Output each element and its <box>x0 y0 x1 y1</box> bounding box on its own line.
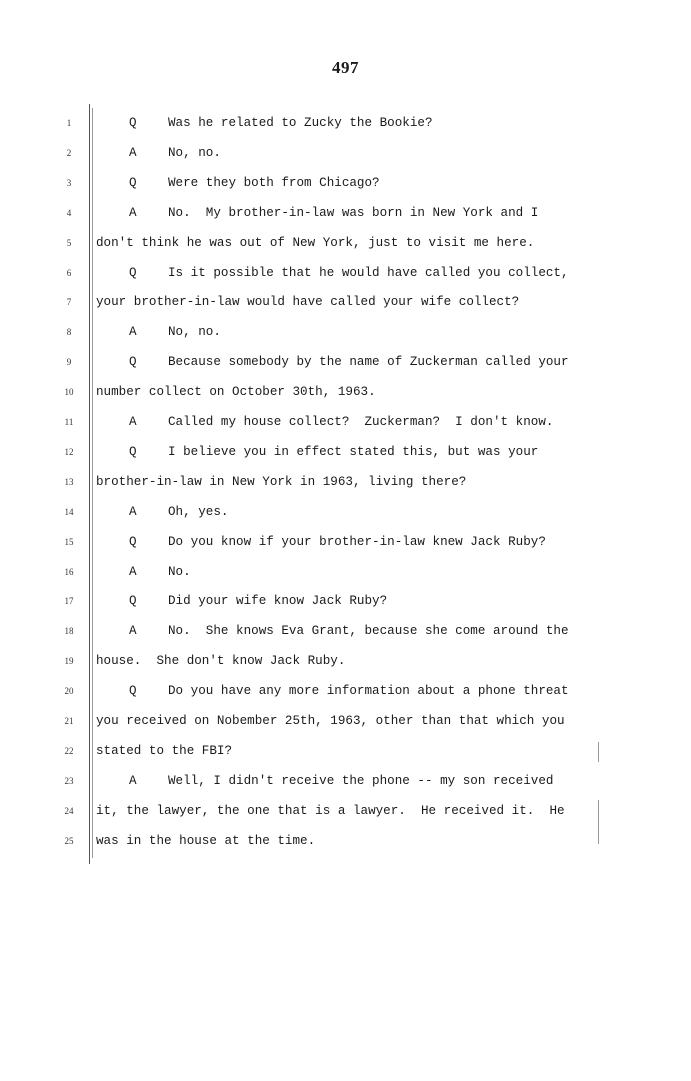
transcript-line <box>0 532 691 552</box>
line-text: number collect on October 30th, 1963. <box>96 385 376 400</box>
line-number: 8 <box>66 327 72 338</box>
line-text: brother-in-law in New York in 1963, living there? <box>96 474 467 489</box>
line-number: 10 <box>64 387 74 398</box>
line-text: No. My brother-in-law was born in New York and I <box>168 205 539 220</box>
line-number: 20 <box>64 686 74 697</box>
line-text: I believe you in effect stated this, but was your <box>168 444 539 459</box>
transcript-line <box>0 382 691 402</box>
speaker-label: A <box>129 504 137 519</box>
transcript-line <box>0 442 691 462</box>
line-text: Well, I didn't receive the phone -- my son received <box>168 773 554 788</box>
page-number: 497 <box>332 58 359 77</box>
line-text: No. She knows Eva Grant, because she come around the <box>168 624 569 639</box>
line-number: 21 <box>64 716 74 726</box>
speaker-label: Q <box>129 444 137 459</box>
transcript-line <box>0 591 691 611</box>
line-number: 6 <box>66 267 72 278</box>
line-text: Did your wife know Jack Ruby? <box>168 594 388 609</box>
line-text: Because somebody by the name of Zuckerman called your <box>168 355 569 370</box>
line-number: 2 <box>66 147 72 158</box>
transcript-line <box>0 741 691 761</box>
speaker-label: A <box>129 564 137 579</box>
line-number: 16 <box>64 566 74 577</box>
line-text: No. <box>168 564 191 579</box>
speaker-label: A <box>129 145 137 160</box>
transcript-line <box>0 502 691 522</box>
speaker-label: Q <box>129 175 137 190</box>
line-text: house. She don't know Jack Ruby. <box>96 654 346 669</box>
speaker-label: A <box>129 325 137 340</box>
line-text: Is it possible that he would have called you collect, <box>168 265 569 280</box>
transcript-line <box>0 322 691 342</box>
speaker-label: A <box>129 624 137 639</box>
speaker-label: Q <box>129 265 137 280</box>
line-text: was in the house at the time. <box>96 833 316 848</box>
speaker-label: A <box>129 415 137 429</box>
line-number: 22 <box>64 745 74 756</box>
transcript-line <box>0 113 691 133</box>
speaker-label: A <box>129 773 137 788</box>
line-number: 9 <box>66 357 72 368</box>
line-number: 12 <box>64 446 74 457</box>
transcript-line <box>0 831 691 851</box>
speaker-label: Q <box>129 355 137 370</box>
transcript-line <box>0 621 691 641</box>
transcript-line <box>0 711 691 731</box>
line-number: 17 <box>64 596 74 607</box>
transcript-line <box>0 472 691 492</box>
line-number: 7 <box>66 297 72 308</box>
line-number: 15 <box>64 536 74 547</box>
line-number: 4 <box>66 207 72 218</box>
line-number: 5 <box>66 237 72 248</box>
line-number: 24 <box>64 805 74 816</box>
line-text: Do you know if your brother-in-law knew Jack Ruby? <box>168 534 546 549</box>
transcript-line <box>0 651 691 671</box>
transcript-line <box>0 681 691 701</box>
transcript-line <box>0 143 691 163</box>
transcript-line <box>0 292 691 312</box>
line-text: you received on Nobember 25th, 1963, other than that which you <box>96 714 565 728</box>
line-text: Do you have any more information about a phone threat <box>168 684 569 699</box>
speaker-label: Q <box>129 116 137 130</box>
transcript-line <box>0 562 691 582</box>
line-number: 1 <box>66 118 72 128</box>
transcript-line <box>0 801 691 821</box>
line-number: 23 <box>64 775 74 786</box>
speaker-label: A <box>129 205 137 220</box>
line-text: Were they both from Chicago? <box>168 175 380 190</box>
line-text: your brother-in-law would have called your wife collect? <box>96 295 520 310</box>
line-text: don't think he was out of New York, just to visit me here. <box>96 235 535 250</box>
transcript-line <box>0 203 691 223</box>
line-number: 18 <box>64 626 74 637</box>
speaker-label: Q <box>129 684 137 699</box>
line-number: 14 <box>64 506 74 517</box>
line-number: 13 <box>64 476 74 487</box>
transcript-line <box>0 352 691 372</box>
speaker-label: Q <box>129 594 137 609</box>
line-text: Called my house collect? Zuckerman? I don't know. <box>168 415 554 429</box>
transcript-line <box>0 263 691 283</box>
line-text: No, no. <box>168 145 221 160</box>
line-number: 11 <box>64 417 74 427</box>
line-text: No, no. <box>168 325 221 340</box>
line-text: stated to the FBI? <box>96 743 233 758</box>
line-number: 19 <box>64 656 74 667</box>
line-number: 25 <box>64 835 74 846</box>
transcript-line <box>0 173 691 193</box>
transcript-line <box>0 233 691 253</box>
transcript-line <box>0 771 691 791</box>
transcript-line <box>0 412 691 432</box>
speaker-label: Q <box>129 534 137 549</box>
line-number: 3 <box>66 177 72 188</box>
line-text: Oh, yes. <box>168 504 229 519</box>
line-text: Was he related to Zucky the Bookie? <box>168 116 433 130</box>
line-text: it, the lawyer, the one that is a lawyer. He received it. He <box>96 803 565 818</box>
